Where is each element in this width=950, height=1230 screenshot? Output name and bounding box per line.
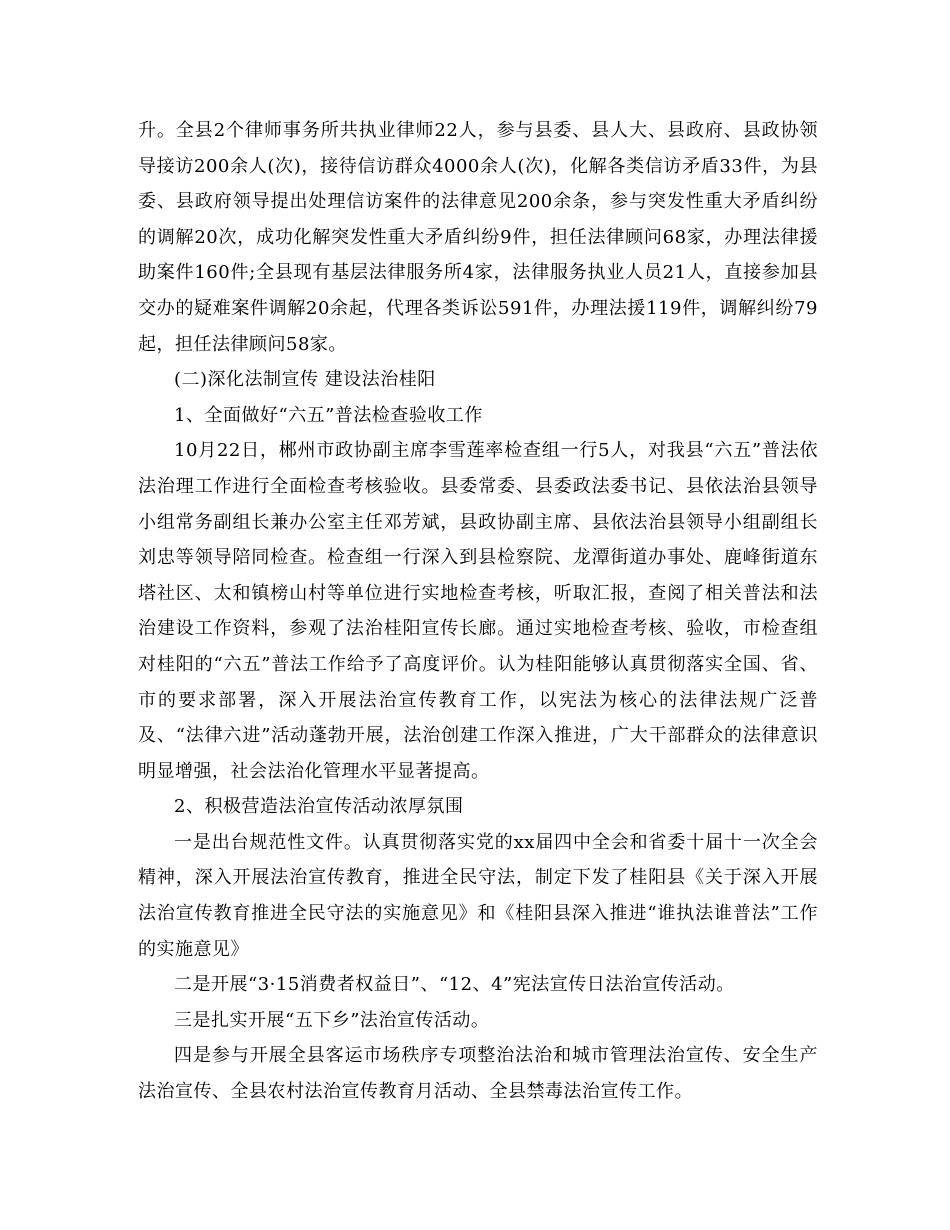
paragraph-item-3: 三是扎实开展“五下乡”法治宣传活动。 [174,1009,490,1031]
subsection-heading-1: 1、全面做好“六五”普法检查验收工作 [174,404,483,426]
document-page [138,113,818,1110]
subsection-heading-2: 2、积极营造法治宣传活动浓厚氛围 [174,796,464,818]
paragraph-inspection: 10月22日，郴州市政协副主席李雪莲率检查组一行5人，对我县“六五”普法依法治理工作进行全面检查考核验收。县委常委、县委政法委书记、县依法治县领导小组常务副组长兼办公室主任邓芳斌，县政协副主席、县依法治县领导小组副组长刘忠等领导陪同检查。检查组一行深入到县检察院、龙潭街道办事处、鹿峰街道东塔社区、太和镇榜山村等单位进行实地检查考核，听取汇报，查阅了相关普法和法治建设工作资料，参观了法治桂阳宣传长廊。通过实地检查考核、验收，市检查组对桂阳的“六五”普法工作给予了高度评价。认为桂阳能够认真贯彻落实全国、省、市的要求部署，深入开展法治宣传教育工作，以宪法为核心的法律法规广泛普及、“法律六进”活动蓬勃开展，法治创建工作深入推进，广大干部群众的法律意识明显增强，社会法治化管理水平显著提高。 [138,440,818,782]
paragraph-item-1: 一是出台规范性文件。认真贯彻落实党的xx届四中全会和省委十届十一次全会精神，深入开展法治宣传教育，推进全民守法，制定下发了桂阳县《关于深入开展法治宣传教育推进全民守法的实施意见》和《桂阳县深入推进“谁执法谁普法”工作的实施意见》 [138,831,818,960]
paragraph-continuation: 升。全县2个律师事务所共执业律师22人，参与县委、县人大、县政府、县政协领导接访200余人(次)，接待信访群众4000余人(次)，化解各类信访矛盾33件，为县委、县政府领导提出处理信访案件的法律意见200余条，参与突发性重大矛盾纠纷的调解20次，成功化解突发性重大矛盾纠纷9件，担任法律顾问68家，办理法律援助案件160件;全县现有基层法律服务所4家，法律服务执业人员21人，直接参加县交办的疑难案件调解20余起，代理各类诉讼591件，办理法援119件，调解纠纷79起，担任法律顾问58家。 [138,120,818,355]
section-heading: (二)深化法制宣传 建设法治桂阳 [174,369,436,391]
paragraph-item-4: 四是参与开展全县客运市场秩序专项整治法治和城市管理法治宣传、安全生产法治宣传、全县农村法治宣传教育月活动、全县禁毒法治宣传工作。 [138,1045,818,1103]
paragraph-item-2: 二是开展“3·15消费者权益日”、“12、4”宪法宣传日法治宣传活动。 [174,974,735,996]
